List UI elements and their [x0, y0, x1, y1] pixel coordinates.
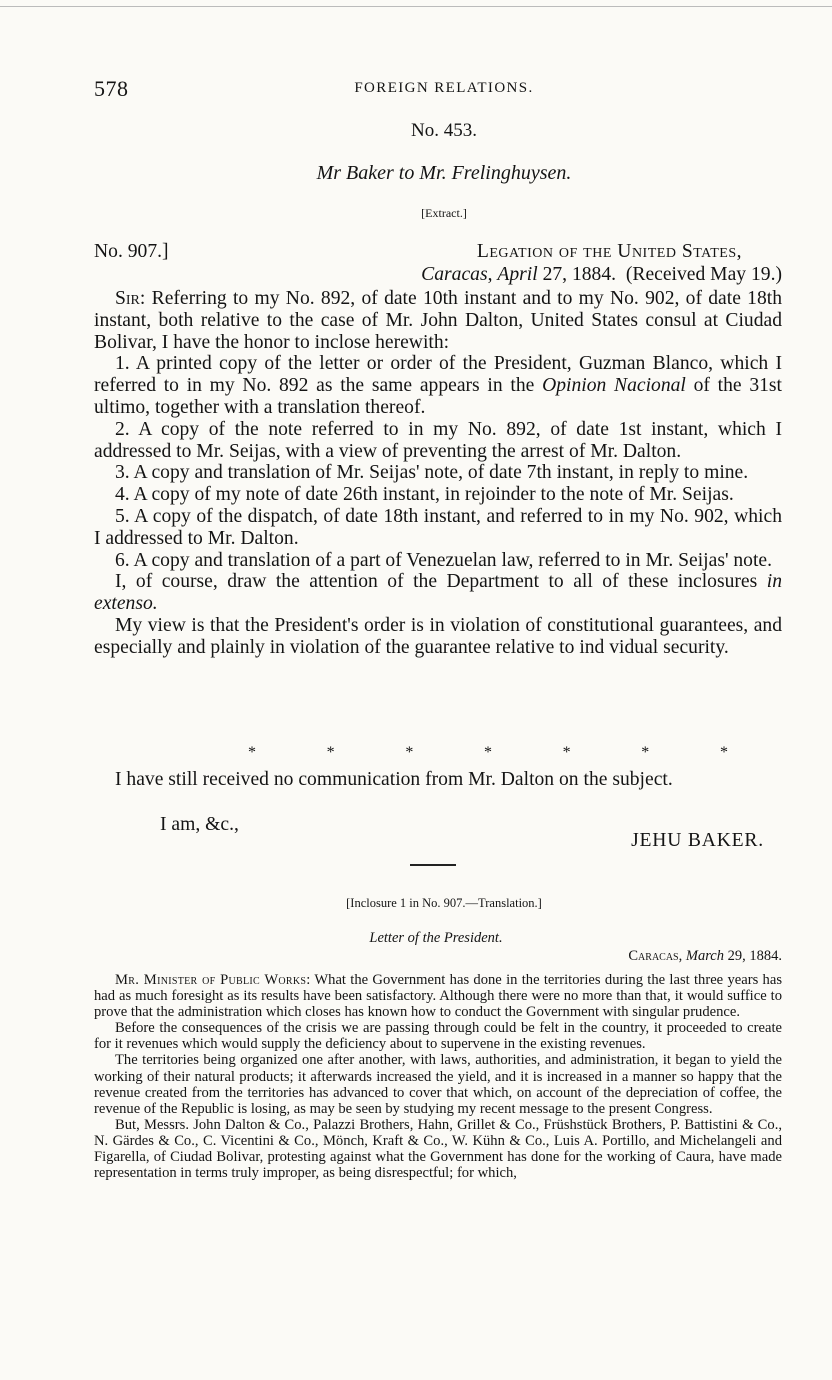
inclosure-month: March — [685, 948, 724, 964]
star-mark: * — [483, 744, 492, 761]
dateline — [94, 240, 782, 290]
inclosure-date — [628, 948, 782, 965]
star-mark: * — [326, 744, 335, 761]
inclosure-item-3: 3. A copy and translation of Mr. Seijas' note, of date 7th instant, in reply to mine. — [115, 462, 749, 484]
legation-name: Legation of the United States, — [476, 241, 742, 262]
star-mark: * — [405, 744, 414, 761]
complimentary-close: I am, &c., — [160, 814, 239, 835]
star-mark: * — [719, 744, 728, 761]
inclosure-day-year: 29, 1884. — [727, 948, 782, 964]
inclosure-item-4: 4. A copy of my note of date 26th instant, in rejoinder to the note of Mr. Seijas. — [115, 484, 734, 506]
view-paragraph: My view is that the President's order is in violation of constitutional guarantees, and especially and plainly in violation of the guarantee relative to ind vidual security. — [94, 614, 782, 658]
inclosure-addressee: Mr. Minister of Public Works — [115, 972, 307, 988]
still-paragraph: I have still received no communication from Mr. Dalton on the subject. — [115, 769, 673, 790]
page-header — [94, 76, 784, 106]
received-date: (Received May 19.) — [625, 264, 782, 285]
inclosure-item-2: 2. A copy of the note referred to in my No. 892, of date 1st instant, which I addressed to Mr. Seijas, with a view of preventing the arrest of Mr. Dalton. — [94, 418, 782, 462]
inclosure-paragraph-3: The territories being organized one after another, with laws, authorities, and administration, it began to yield the working of their natural products; it afterwards increased the yield, and it is increased in a manner so happy that the revenue created from the territories has advanced to cover that which, on account of the depreciation of coffee, the revenue of the Republic is losing, as may be seen by studying my recent message to the present Congress. — [94, 1052, 782, 1117]
attention-paragraph — [94, 571, 782, 615]
dispatch-number: No. 907.] — [94, 241, 169, 262]
inclosure-city: Caracas, — [628, 948, 683, 964]
page-number: 578 — [94, 76, 129, 101]
letter-body — [94, 288, 782, 659]
opening-text: : Referring to my No. 892, of date 10th instant and to my No. 902, of date 18th instant, both relative to the case of Mr. John Dalton, United States consul at Ciudad Bolivar, I have the honor to inclose herewith: — [94, 288, 782, 353]
star-mark: * — [562, 744, 571, 761]
document-address: Mr Baker to Mr. Frelinghuysen. — [316, 162, 572, 184]
item-1-text-a: 1. A printed copy of the letter or order of the President, Guzman Blanco, which I referred to in my No. 892 as the same appears in the — [94, 353, 782, 397]
dispatch-date: Caracas, April 27, 1884. (Received May 19.) — [421, 264, 782, 285]
inclosure-body — [94, 972, 782, 1181]
dispatch-month: April — [497, 264, 538, 285]
opening-paragraph — [94, 288, 782, 353]
closing-block — [94, 768, 782, 792]
section-divider — [410, 864, 456, 866]
extract-label: [Extract.] — [421, 206, 467, 220]
running-title: FOREIGN RELATIONS. — [354, 80, 534, 96]
inclosure-item-6: 6. A copy and translation of a part of Venezuelan law, referred to in Mr. Seijas' note. — [115, 549, 773, 571]
inclosure-title: Letter of the President. — [369, 930, 503, 946]
inclosure-paragraph-1-text: : What the Government has done in the territories during the last three years has had as much foresight as its results have been satisfactory. Although there were no more than that, it would suffice to prove that the administration which closes has known how to conduct the Government with singular prudence. — [94, 972, 782, 1021]
attention-latin: in extenso. — [94, 571, 782, 615]
item-1-text-b: of the 31st ultimo, together with a translation thereof. — [94, 375, 782, 418]
inclosure-paragraph-1 — [94, 972, 782, 1020]
page-top-border — [0, 0, 832, 7]
inclosure-item-5: 5. A copy of the dispatch, of date 18th instant, and referred to in my No. 902, which I addressed to Mr. Dalton. — [94, 505, 782, 549]
inclosure-paragraph-4: But, Messrs. John Dalton & Co., Palazzi Brothers, Hahn, Grillet & Co., Früshstück Brothers, P. Battistini & Co., N. Gärdes & Co., C. Vicentini & Co., Mönch, Kraft & Co., W. Kühn & Co., Luis A. Portillo, and Michelangeli and Figarella, of Ciudad Bolivar, protesting against what the Government has done for the working of Caura, have made representation in terms truly improper, as being disrespectful; for which, — [94, 1116, 782, 1182]
inclosure-heading: [Inclosure 1 in No. 907.—Translation.] — [346, 896, 542, 910]
inclosure-paragraph-2: Before the consequences of the crisis we are passing through could be felt in the country, it proceeded to create for it revenues which would supply the deficiency about to supervene in the existing revenues. — [94, 1020, 782, 1053]
item-1-newspaper: Opinion Nacional — [542, 375, 686, 397]
document-number: No. 453. — [411, 120, 477, 141]
star-mark: * — [641, 744, 650, 761]
signature: JEHU BAKER. — [631, 830, 764, 851]
star-mark: * — [248, 744, 256, 761]
salutation: Sir — [115, 288, 140, 309]
dispatch-day-year: 27, 1884. — [542, 264, 617, 285]
inclosure-item-1 — [94, 353, 782, 418]
ellipsis-stars — [248, 744, 728, 762]
dispatch-city: Caracas — [421, 264, 488, 285]
attention-text: I, of course, draw the attention of the Department to all of these inclosures — [115, 571, 758, 593]
